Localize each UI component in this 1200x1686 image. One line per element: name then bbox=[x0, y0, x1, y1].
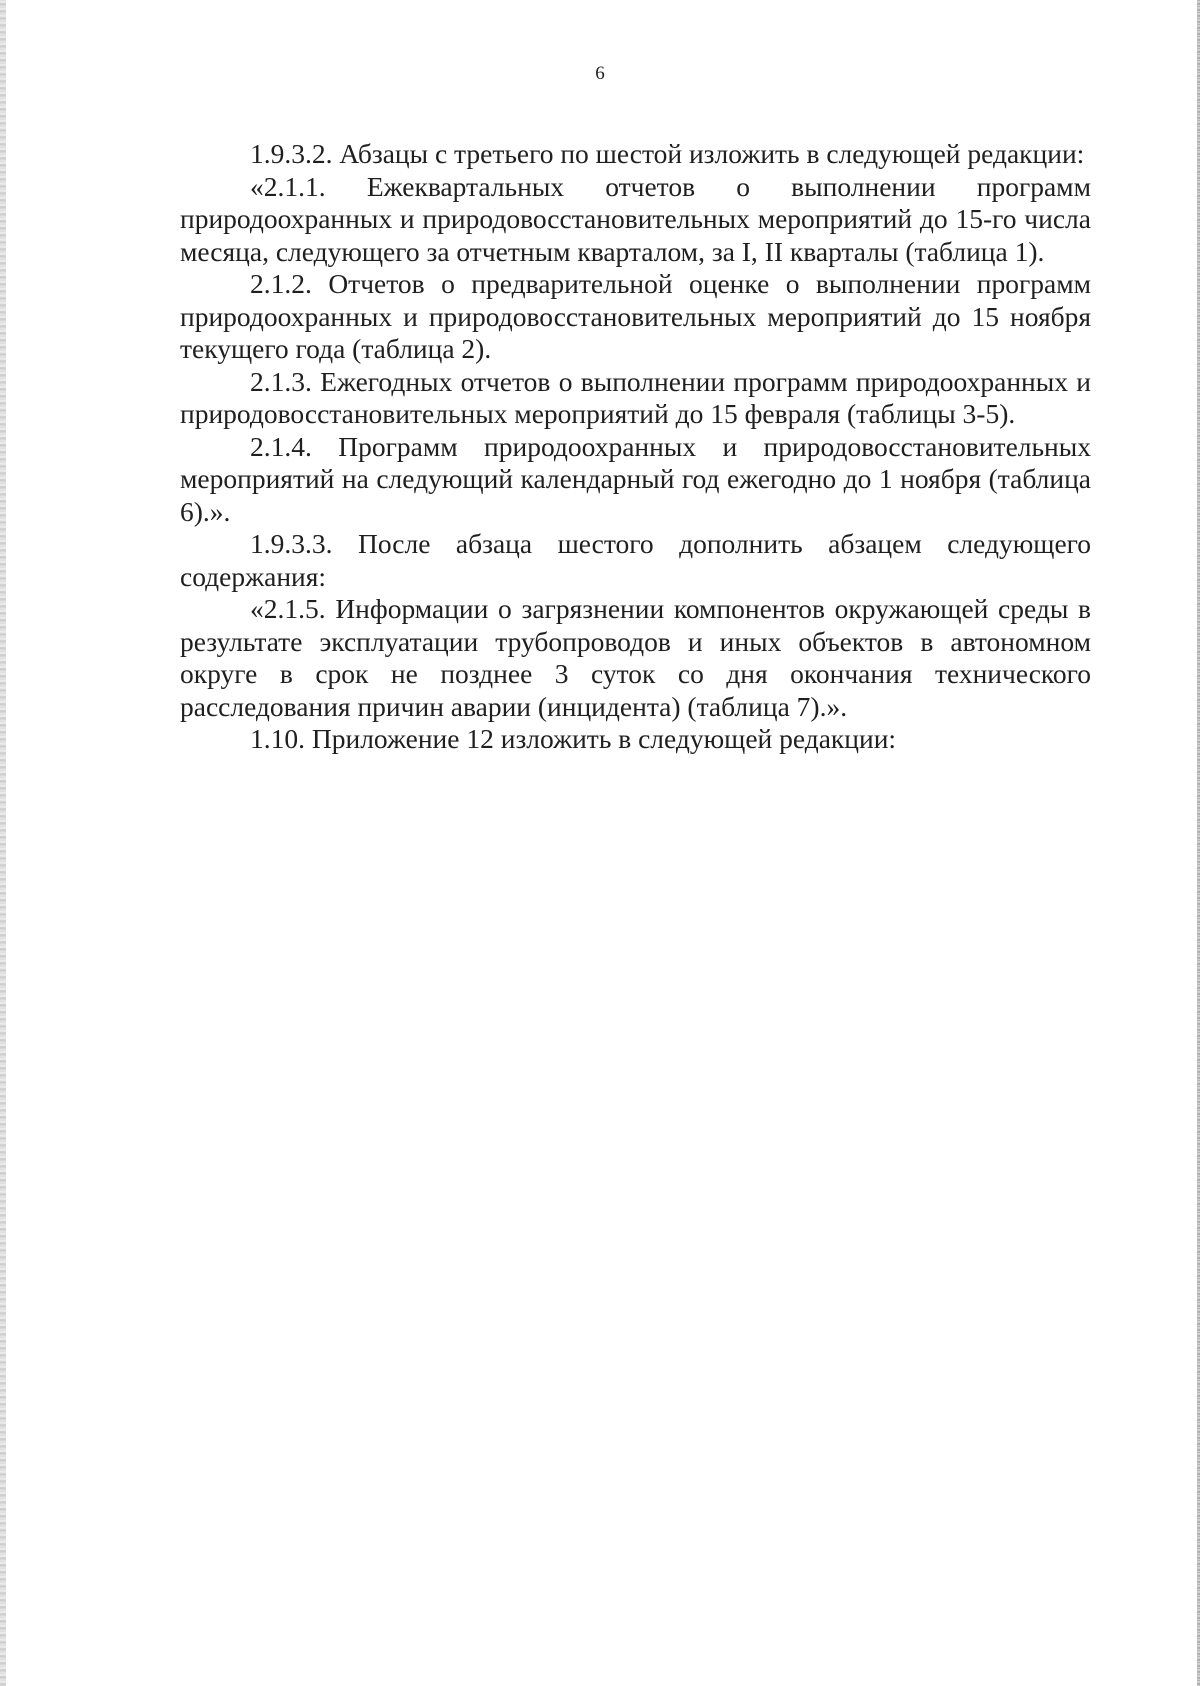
paragraph-1-9-3-2: 1.9.3.2. Абзацы с третьего по шестой изложить в следующей редакции: bbox=[250, 138, 1085, 169]
paragraph-2-1-3: 2.1.3. Ежегодных отчетов о выполнении программ природоохранных и природовосстановительных мероприятий до 15 февраля (таблицы 3-5). bbox=[180, 365, 1091, 429]
paragraph-2-1-2: 2.1.2. Отчетов о предварительной оценке о выполнении программ природоохранных и природовосстановительных мероприятий до 15 ноября текущего года (таблица 2). bbox=[180, 268, 1091, 364]
document-body bbox=[180, 138, 1091, 756]
paragraph-2-1-4: 2.1.4. Программ природоохранных и природовосстановительных мероприятий на следующий календарный год ежегодно до 1 ноября (таблица 6).». bbox=[180, 430, 1091, 527]
paragraph-2-1-5: «2.1.5. Информации о загрязнении компонентов окружающей среды в результате эксплуатации трубопроводов и иных объектов в автономном округе в срок не позднее 3 суток со дня окончания технического расследования причин аварии (инцидента) (таблица 7).». bbox=[180, 593, 1091, 722]
paragraph-1-9-3-3: 1.9.3.3. После абзаца шестого дополнить абзацем следующего содержания: bbox=[180, 528, 1091, 592]
paragraph-2-1-1: «2.1.1. Ежеквартальных отчетов о выполнении программ природоохранных и природовосстановительных мероприятий до 15-го числа месяца, следующего за отчетным кварталом, за I, II кварталы (таблица 1). bbox=[180, 170, 1091, 267]
scan-edge-left bbox=[0, 0, 6, 1686]
page-number: 6 bbox=[595, 63, 605, 84]
paragraph-1-10: 1.10. Приложение 12 изложить в следующей редакции: bbox=[250, 723, 897, 754]
